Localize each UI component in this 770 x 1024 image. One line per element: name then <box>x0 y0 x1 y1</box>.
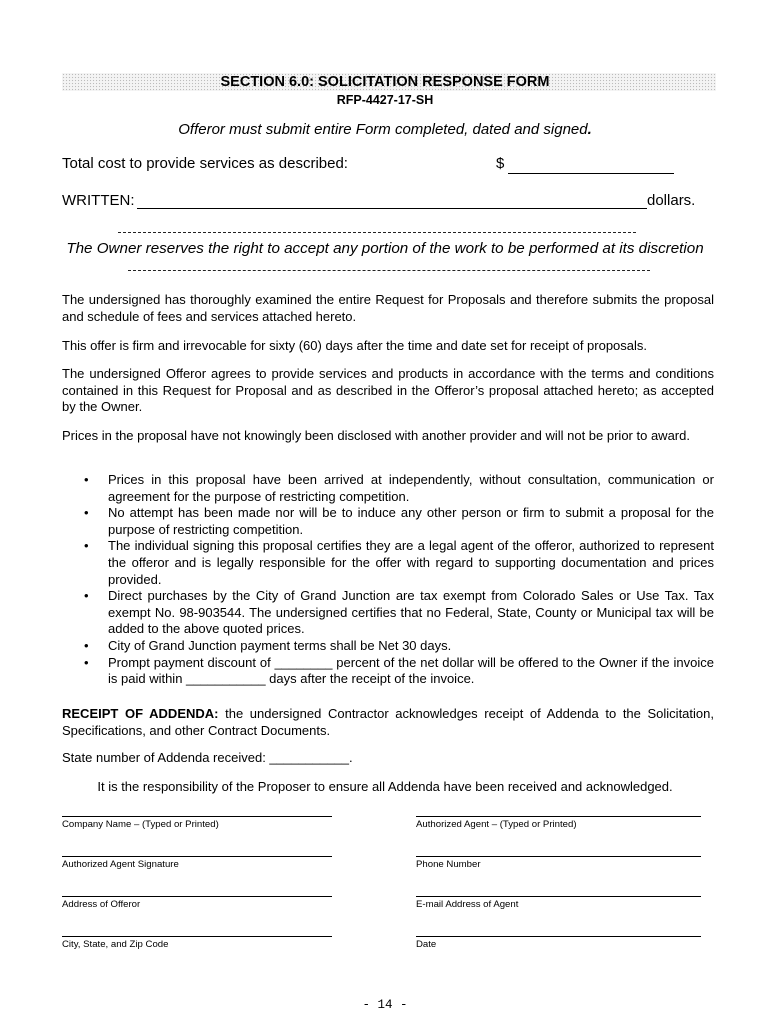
total-cost-field[interactable] <box>508 173 674 174</box>
list-item-text: No attempt has been made nor will be to induce any other person or firm to submit a proposal for the purpose of restricting competition. <box>108 505 714 537</box>
list-item <box>62 472 714 505</box>
bullet-icon: • <box>84 637 89 653</box>
bullet-icon: • <box>84 588 89 604</box>
page-number: - 14 - <box>362 998 408 1012</box>
list-item-text: Prompt payment discount of ________ percent of the net dollar will be offered to the Owner if the invoice is paid within ___________ days after the receipt of the invoice. <box>108 654 714 687</box>
rfp-number: RFP-4427-17-SH <box>336 93 434 107</box>
paragraph-prices-disclosed: Prices in the proposal have not knowingly been disclosed with another provider and will not be prior to award. <box>62 428 690 443</box>
bullet-icon: • <box>84 654 89 670</box>
list-item-text: The individual signing this proposal certifies they are a legal agent of the offeror, authorized to represent the offeror and is legally responsible for the offer with regard to supporting documentation and prices provided. <box>108 538 714 587</box>
paragraph-examined: The undersigned has thoroughly examined the entire Request for Proposals and therefore submits the proposal and schedule of fees and services attached hereto. <box>62 292 714 324</box>
offeror-address-line[interactable] <box>62 896 332 897</box>
addenda-receipt <box>62 706 714 739</box>
addenda-heading: RECEIPT OF ADDENDA: <box>62 706 219 721</box>
phone-number-line[interactable] <box>416 856 701 857</box>
company-name-line[interactable] <box>62 816 332 817</box>
list-item <box>62 505 714 538</box>
date-line[interactable] <box>416 936 701 937</box>
instruction-period: . <box>587 121 592 138</box>
owner-notice: The Owner reserves the right to accept any portion of the work to be performed at its discretion <box>66 240 704 257</box>
written-amount-field[interactable] <box>137 208 647 209</box>
bullet-icon: • <box>84 538 89 554</box>
certification-list <box>62 472 714 688</box>
city-state-zip-line[interactable] <box>62 936 332 937</box>
list-item <box>62 538 714 588</box>
city-state-zip-label: City, State, and Zip Code <box>62 939 169 950</box>
offeror-address-label: Address of Offeror <box>62 899 141 910</box>
list-item <box>62 638 714 655</box>
authorized-agent-line[interactable] <box>416 816 701 817</box>
date-label: Date <box>416 939 437 950</box>
bullet-icon: • <box>84 472 89 487</box>
total-cost-label: Total cost to provide services as described: <box>62 155 348 172</box>
paragraph-offer-firm: This offer is firm and irrevocable for sixty (60) days after the time and date set for receipt of proposals. <box>62 338 648 353</box>
bullet-icon: • <box>84 505 89 521</box>
agent-signature-label: Authorized Agent Signature <box>62 859 179 870</box>
addenda-responsibility: It is the responsibility of the Proposer to ensure all Addenda have been received and acknowledged. <box>97 779 673 794</box>
list-item-text: Prices in this proposal have been arrived at independently, without consultation, communication or agreement for the purpose of restricting competition. <box>108 472 714 504</box>
paragraph-offeror-agrees: The undersigned Offeror agrees to provide services and products in accordance with the terms and conditions contained in this Request for Proposal and as described in the Offeror’s proposal attached hereto; as accepted by the Owner. <box>62 366 714 414</box>
dashed-divider-bottom <box>128 270 650 271</box>
instruction-body: Offeror must submit entire Form completed, dated and signed <box>178 121 588 138</box>
agent-email-line[interactable] <box>416 896 701 897</box>
list-item-text: Direct purchases by the City of Grand Junction are tax exempt from Colorado Sales or Use Tax. Tax exempt No. 98-903544. The undersigned certifies that no Federal, State, County or Municipal tax will be added to the above quoted prices. <box>108 588 714 637</box>
phone-number-label: Phone Number <box>416 859 481 870</box>
dashed-divider-top <box>118 232 636 233</box>
company-name-label: Company Name – (Typed or Printed) <box>62 819 219 830</box>
written-amount-label: WRITTEN: <box>62 192 135 209</box>
list-item-text: City of Grand Junction payment terms shall be Net 30 days. <box>108 637 452 653</box>
written-amount-suffix: dollars. <box>647 192 696 209</box>
addenda-count-field[interactable]: State number of Addenda received: ___________. <box>62 750 353 765</box>
agent-signature-line[interactable] <box>62 856 332 857</box>
list-item <box>62 588 714 638</box>
authorized-agent-label: Authorized Agent – (Typed or Printed) <box>416 819 577 830</box>
addenda-text: the undersigned Contractor acknowledges receipt of Addenda to the Solicitation, Specifications, and other Contract Documents. <box>62 706 714 738</box>
page-title: SECTION 6.0: SOLICITATION RESPONSE FORM <box>220 74 550 90</box>
total-cost-currency: $ <box>496 155 505 172</box>
instruction-text <box>0 121 770 138</box>
list-item <box>62 655 714 688</box>
agent-email-label: E-mail Address of Agent <box>416 899 519 910</box>
